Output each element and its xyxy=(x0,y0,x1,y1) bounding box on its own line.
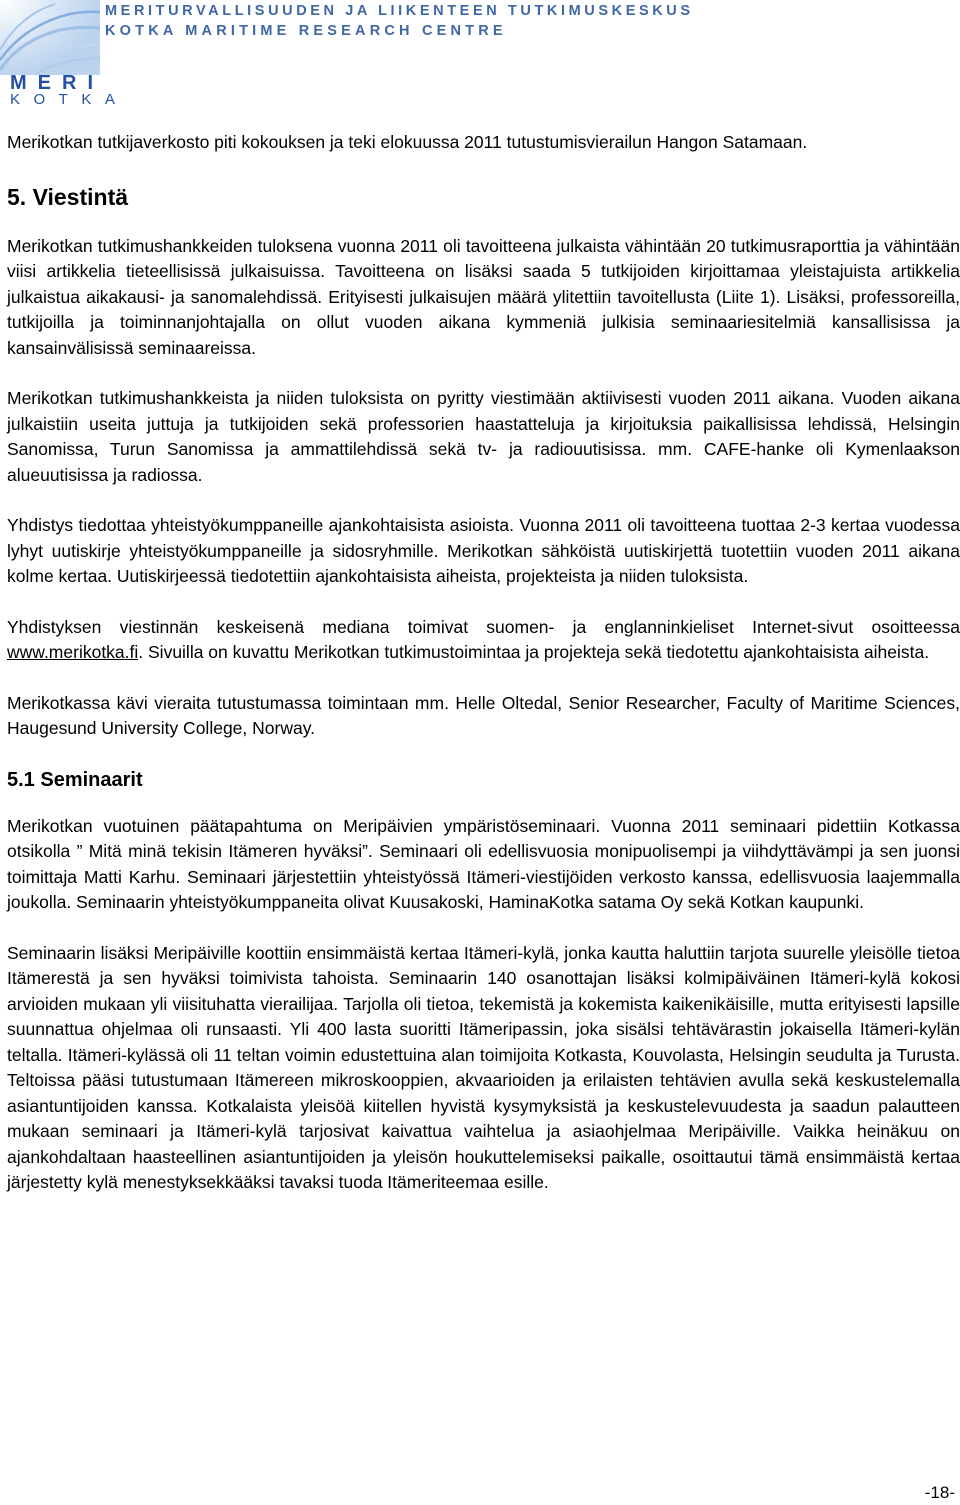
website-text-after: . Sivuilla on kuvattu Merikotkan tutkimustoimintaa ja projekteja sekä tiedotettu ajankohtaisista aiheista. xyxy=(138,642,930,662)
org-name-finnish: MERITURVALLISUUDEN JA LIIKENTEEN TUTKIMUSKESKUS xyxy=(105,3,694,19)
intro-paragraph: Merikotkan tutkijaverkosto piti kokouksen ja teki elokuussa 2011 tutustumisvierailun Hangon Satamaan. xyxy=(7,132,808,152)
meri-kotka-wave-logo-icon xyxy=(0,0,100,75)
paragraph-seminar-main: Merikotkan vuotuinen päätapahtuma on Meripäivien ympäristöseminaari. Vuonna 2011 seminaari pidettiin Kotkassa otsikolla ” Mitä minä tekisin Itämeren hyväksi”. Seminaari oli edellisvuosia monipuolisempi ja viihdyttävämpi ja sen juonsi toimittaja Matti Karhu. Seminaari järjestettiin yhteistyössä Itämeri-viestijöiden verkosto kanssa, edellisvuosia laajemmalla joukolla. Seminaarin yhteistyökumppaneita olivat Kuusakoski, HaminaKotka satama Oy sekä Kotkan kaupunki. xyxy=(7,815,960,912)
page-number: -18- xyxy=(924,1483,955,1502)
paragraph-itameri-kyla: Seminaarin lisäksi Meripäiville koottiin ensimmäistä kertaa Itämeri-kylä, jonka kautta haluttiin tarjota suurelle yleisölle tietoa Itämerestä ja sen hyväksi toimivista tahoista. Seminaarin 140 osanottajan lisäksi kolmipäiväinen Itämeri-kylä kokosi arvioiden mukaan yli viisituhatta vierailijaa. Tarjolla oli tietoa, tekemistä ja kokemista kaikenikäisille, mutta erityisesti lapsille suunnattua ohjelmaa oli runsaasti. Yli 400 lasta suoritti Itämeripassin, joka sisälsi tehtävärastin jokaisella Itämeri-kylän teltalla. Itämeri-kylässä oli 11 teltan voimin edustettuina alan toimijoita Kotkasta, Kouvolasta, Helsingin seudulta ja Turusta. Teltoissa pääsi tutustumaan Itämereen mikroskooppien, akvaarioiden ja erilaisten tehtävien avulla sekä keskustelemalla asiantuntijoiden kanssa. Kotkalaista yleisöä kiitellen hyvistä kysymyksistä ja keskustelevuudesta ja saadun palautteen mukaan seminaari ja Itämeri-kylä tarjosivat kaivattua vaihtelua ja asiaohjelmaa Meripäiville. Vaikka heinäkuu on ajankohdaltaan haasteellinen asiantuntijoiden ja yleisön houkuttelemiseksi paikalle, osoittautui tämä ensimmäistä kertaa järjestetty kylä menestyksekkääksi tavaksi tuoda Itämeriteemaa esille. xyxy=(7,942,960,1192)
org-name-english: KOTKA MARITIME RESEARCH CENTRE xyxy=(105,23,507,39)
page-header xyxy=(0,0,960,110)
paragraph-visitors: Merikotkassa kävi vieraita tutustumassa toimintaan mm. Helle Oltedal, Senior Researcher, Faculty of Maritime Sciences, Haugesund University College, Norway. xyxy=(7,692,960,738)
logo-text-kotka: KOTKA xyxy=(10,91,129,108)
section-heading-seminaarit: 5.1 Seminaarit xyxy=(7,768,143,791)
section-heading-viestinta: 5. Viestintä xyxy=(7,183,129,210)
logo-text-meri: MERI xyxy=(10,72,104,94)
website-text-before: Yhdistyksen viestinnän keskeisenä mediana toimivat suomen- ja englanninkieliset Internet-sivut osoitteessa xyxy=(7,616,960,637)
website-link[interactable]: www.merikotka.fi xyxy=(7,642,139,662)
paragraph-website xyxy=(7,615,960,666)
paragraph-media: Merikotkan tutkimushankkeista ja niiden tuloksista on pyritty viestimään aktiivisesti vuoden 2011 aikana. Vuoden aikana julkaistiin useita juttuja ja tutkijoiden sekä professorien haastatteluja ja kirjoituksia paikallisissa lehdissä, Helsingin Sanomissa, Turun Sanomissa ja ammattilehdissä sekä tv- ja radiouutisissa. mm. CAFE-hanke oli Kymenlaakson alueuutisissa ja radiossa. xyxy=(7,388,960,485)
document-body xyxy=(7,130,960,1196)
paragraph-newsletter: Yhdistys tiedottaa yhteistyökumppaneille ajankohtaisista asioista. Vuonna 2011 oli tavoitteena tuottaa 2-3 kertaa vuodessa lyhyt uutiskirje yhteistyökumppaneille ja sidosryhmille. Merikotkan sähköistä uutiskirjettä tuotettiin vuoden 2011 aikana kolme kertaa. Uutiskirjeessä tiedotettiin ajankohtaisista aiheista, projekteista ja niiden tuloksista. xyxy=(7,515,960,586)
paragraph-publications: Merikotkan tutkimushankkeiden tuloksena vuonna 2011 oli tavoitteena julkaista vähintään 20 tutkimusraporttia ja vähintään viisi artikkelia tieteellisissä julkaisuissa. Tavoitteena on lisäksi saada 5 tutkijoiden kirjoittamaa yleistajuista artikkelia julkaistua aikakausi- ja sanomalehdissä. Erityisesti julkaisujen määrä ylitettiin tavoitellusta (Liite 1). Lisäksi, professoreilla, tutkijoilla ja toiminnanjohtajalla on ollut vuoden aikana kymmeniä julkisia seminaariesitelmiä kansallisissa ja kansainvälisissä seminaareissa. xyxy=(7,235,960,358)
